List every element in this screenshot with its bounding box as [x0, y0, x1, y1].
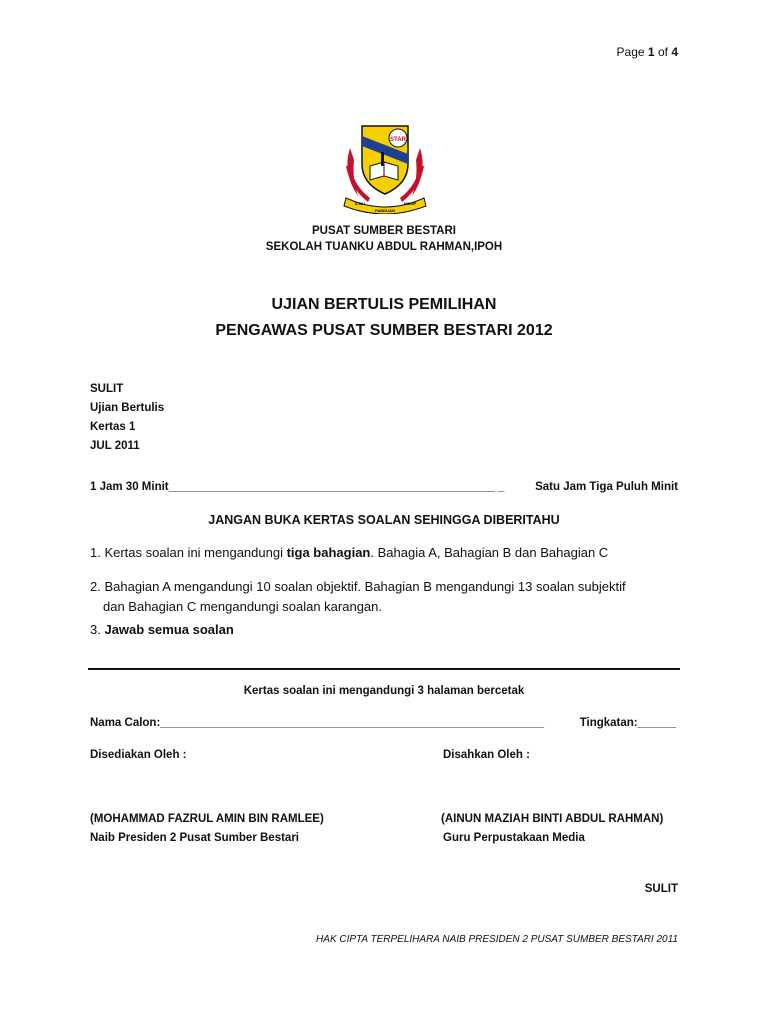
candidate-name-field: Nama Calon:____________________________________________________________ — [90, 717, 545, 729]
divider — [88, 668, 680, 670]
page-number — [617, 45, 678, 59]
prepared-by-label: Disediakan Oleh : — [90, 749, 187, 761]
school-line-2: SEKOLAH TUANKU ABDUL RAHMAN,IPOH — [265, 241, 503, 253]
instruction-1: 1. Kertas soalan ini mengandungi tiga bahagian. Bahagia A, Bahagian B dan Bahagian C — [90, 545, 609, 560]
page-total: 4 — [671, 45, 678, 59]
instruction-3: 3. Jawab semua soalan — [90, 622, 234, 637]
page-prefix: Page — [616, 45, 645, 59]
copyright-footer: HAK CIPTA TERPELIHARA NAIB PRESIDEN 2 PUSAT SUMBER BESTARI 2011 — [316, 934, 678, 945]
svg-text:HIDUP: HIDUP — [403, 201, 417, 206]
meta-classification: SULIT — [90, 383, 124, 395]
meta-block — [90, 380, 164, 456]
page-of: of — [657, 45, 668, 59]
exam-title-line-1: UJIAN BERTULIS PEMILIHAN — [271, 296, 497, 313]
prepared-by-name: (MOHAMMAD FAZRUL AMIN BIN RAMLEE) — [90, 813, 324, 825]
svg-text:ILMU: ILMU — [355, 201, 365, 206]
warning-text: JANGAN BUKA KERTAS SOALAN SEHINGGA DIBERITAHU — [208, 513, 560, 527]
approved-by-name: (AINUN MAZIAH BINTI ABDUL RAHMAN) — [441, 813, 664, 825]
approved-by-label: Disahkan Oleh : — [443, 749, 530, 761]
instruction-2: 2. Bahagian A mengandungi 10 soalan objektif. Bahagian B mengandungi 13 soalan subjektif dan Bahagian C mengandungi soalan karangan. — [90, 579, 626, 614]
meta-date: JUL 2011 — [90, 440, 140, 452]
approved-by-role: Guru Perpustakaan Media — [443, 832, 585, 844]
meta-paper: Kertas 1 — [90, 421, 136, 433]
candidate-form-field: Tingkatan:______ — [579, 717, 676, 729]
exam-title-line-2: PENGAWAS PUSAT SUMBER BESTARI 2012 — [215, 322, 553, 339]
duration-left: 1 Jam 30 Minit___________________________________________________ _ — [90, 481, 505, 493]
svg-text:PANDUAN: PANDUAN — [375, 208, 395, 213]
meta-exam-type: Ujian Bertulis — [90, 402, 165, 414]
school-crest-icon — [340, 118, 430, 214]
pages-note: Kertas soalan ini mengandungi 3 halaman bercetak — [243, 685, 525, 697]
duration-line — [90, 481, 678, 493]
svg-text:STAR: STAR — [390, 137, 406, 143]
bottom-classification: SULIT — [644, 883, 678, 895]
page-current: 1 — [647, 45, 655, 59]
duration-right: Satu Jam Tiga Puluh Minit — [535, 481, 678, 493]
prepared-by-role: Naib Presiden 2 Pusat Sumber Bestari — [90, 832, 299, 844]
school-line-1: PUSAT SUMBER BESTARI — [312, 225, 456, 237]
